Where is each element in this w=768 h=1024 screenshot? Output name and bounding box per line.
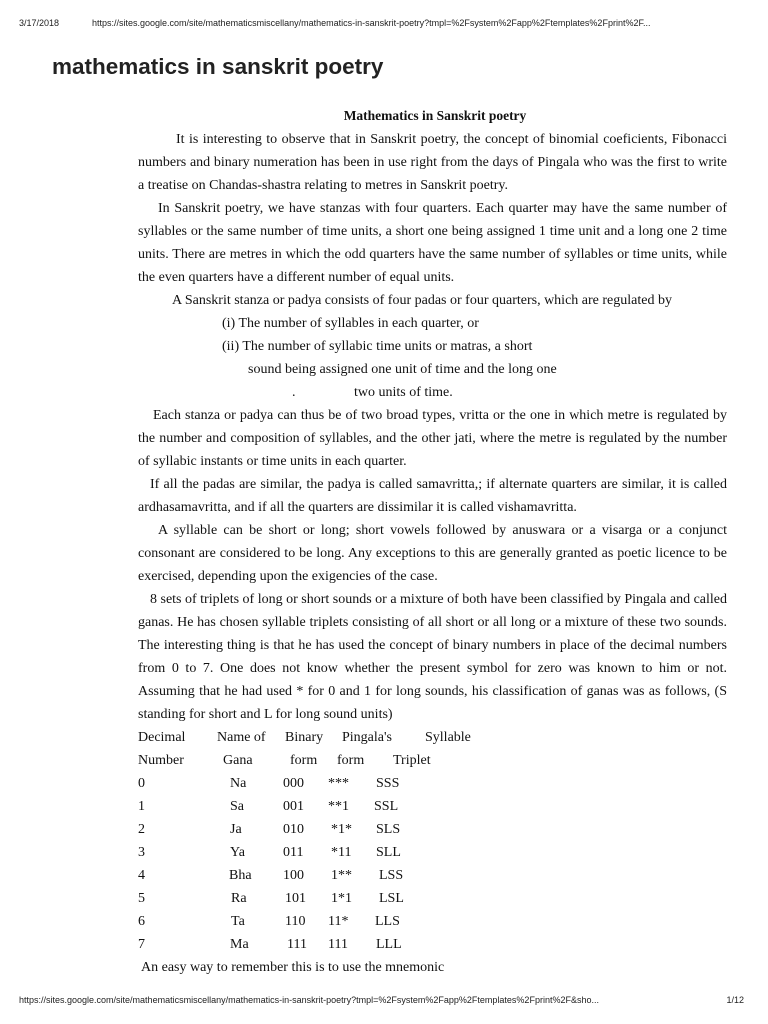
table-cell: 010: [283, 822, 304, 837]
paragraph-stanzas: In Sanskrit poetry, we have stanzas with four quarters. Each quarter may have the same number of syllables or the same number of time units, a short one being assigned 1 time unit and a long one 2 time units. There are metres in which the odd quarters have the same number of syllables or time units, while the even quarters have a different number of equal units.: [138, 201, 727, 285]
table-cell: 110: [285, 914, 306, 929]
paragraph-mnemonic: An easy way to remember this is to use the mnemonic: [141, 960, 445, 975]
table-cell: 2: [138, 822, 145, 837]
table-cell: SSL: [374, 799, 399, 814]
table-cell: 111: [287, 937, 307, 952]
table-cell: 111: [328, 937, 348, 952]
print-header-url: https://sites.google.com/site/mathematicsmiscellany/mathematics-in-sanskrit-poetry?tmpl=%2Fsystem%2Fapp%2Ftemplates%2Fprint%2F...: [92, 18, 651, 28]
print-footer-url: https://sites.google.com/site/mathematicsmiscellany/mathematics-in-sanskrit-poetry?tmpl=%2Fsystem%2Fapp%2Ftemplates%2Fprint%2F&sho...: [19, 995, 599, 1005]
table-cell: Ma: [230, 937, 249, 952]
document-body: [138, 128, 727, 979]
table-cell: SSS: [376, 776, 400, 791]
table-header-cell: Number: [138, 753, 184, 768]
table-cell: *11: [331, 845, 352, 860]
table-cell: *1*: [331, 822, 352, 837]
table-cell: 101: [285, 891, 306, 906]
table-cell: LLS: [375, 914, 400, 929]
table-cell: 6: [138, 914, 145, 929]
table-cell: Ra: [231, 891, 247, 906]
document-title: Mathematics in Sanskrit poetry: [343, 108, 527, 123]
table-header-cell: Binary: [285, 730, 324, 745]
table-cell: 0: [138, 776, 145, 791]
table-header-cell: Name of: [217, 730, 266, 745]
list-item-matras-cont: sound being assigned one unit of time and the long one: [248, 362, 557, 377]
table-header-row: [138, 726, 727, 749]
table-cell: Na: [230, 776, 247, 791]
paragraph-syllable: A syllable can be short or long; short vowels followed by anuswara or a visarga or a conjunct consonant are considered to be long. Any exceptions to this are generally granted as poetic licence to be exercised, depending upon the exigencies of the case.: [138, 523, 727, 584]
table-row: [138, 818, 727, 841]
table-cell: Bha: [229, 868, 252, 883]
table-cell: 011: [283, 845, 304, 860]
table-cell: SLL: [376, 845, 401, 860]
table-row: [138, 841, 727, 864]
table-header-cell: form: [290, 753, 318, 768]
paragraph-intro: It is interesting to observe that in Sanskrit poetry, the concept of binomial coeficients, Fibonacci numbers and binary numeration has been in use right from the days of Pingala who was the first to write a treatise on Chandas-shastra relating to metres in Sanskrit poetry.: [138, 132, 727, 193]
table-row: [138, 795, 727, 818]
list-item-matras-end-text: two units of time.: [354, 385, 453, 400]
table-header-cell: Pingala's: [342, 730, 392, 745]
table-cell: 4: [138, 868, 145, 883]
table-cell: 001: [283, 799, 304, 814]
table-header-cell: Gana: [223, 753, 253, 768]
table-cell: 1**: [331, 868, 352, 883]
ganas-table: [138, 726, 727, 956]
paragraph-padya: A Sanskrit stanza or padya consists of four padas or four quarters, which are regulated by: [172, 293, 672, 308]
table-header-cell: form: [337, 753, 365, 768]
table-cell: 1: [138, 799, 145, 814]
table-row: [138, 772, 727, 795]
table-cell: Ja: [230, 822, 242, 837]
table-header-cell: Syllable: [425, 730, 471, 745]
table-row: [138, 887, 727, 910]
table-cell: ***: [328, 776, 349, 791]
table-cell: SLS: [376, 822, 401, 837]
table-cell: 1*1: [331, 891, 352, 906]
table-cell: LSL: [379, 891, 404, 906]
table-row: [138, 864, 727, 887]
table-row: [138, 933, 727, 956]
list-item-syllables: (i) The number of syllables in each quarter, or: [222, 316, 479, 331]
table-cell: 7: [138, 937, 145, 952]
table-cell: Ya: [230, 845, 245, 860]
table-header-cell: Triplet: [393, 753, 431, 768]
table-cell: 3: [138, 845, 145, 860]
paragraph-ganas: 8 sets of triplets of long or short sounds or a mixture of both have been classified by Pingala and called ganas. He has chosen syllable triplets consisting of all short or all long or a mixture of these two sounds. The interesting thing is that he has used the concept of binary numbers in place of the decimal numbers from 0 to 7. One does not know whether the present symbol for zero was known to him or not. Assuming that he had used * for 0 and 1 for long sounds, his classification of ganas was as follows, (S standing for short and L for long sound units): [138, 592, 727, 722]
page-title: mathematics in sanskrit poetry: [52, 54, 384, 79]
table-cell: 000: [283, 776, 304, 791]
table-cell: LLL: [376, 937, 402, 952]
list-dot: .: [292, 385, 296, 400]
table-header-cell: Decimal: [138, 730, 186, 745]
paragraph-types: Each stanza or padya can thus be of two broad types, vritta or the one in which metre is regulated by the number and composition of syllables, and the other jati, where the metre is regulated by the number of syllabic instants or time units in each quarter.: [138, 408, 727, 469]
table-cell: 100: [283, 868, 304, 883]
table-cell: **1: [328, 799, 349, 814]
page-number: 1/12: [726, 995, 744, 1005]
print-date: 3/17/2018: [19, 18, 60, 28]
list-item-matras: (ii) The number of syllabic time units or matras, a short: [222, 339, 533, 354]
table-cell: Ta: [231, 914, 245, 929]
table-cell: 5: [138, 891, 145, 906]
table-cell: Sa: [230, 799, 244, 814]
table-row: [138, 910, 727, 933]
table-header-row: [138, 749, 727, 772]
table-cell: 11*: [328, 914, 349, 929]
table-cell: LSS: [379, 868, 404, 883]
paragraph-samavritta: If all the padas are similar, the padya is called samavritta,; if alternate quarters are similar, it is called ardhasamavritta, and if all the quarters are dissimilar it is called vishamavritta.: [138, 477, 727, 515]
list-item-matras-end: [138, 381, 727, 404]
